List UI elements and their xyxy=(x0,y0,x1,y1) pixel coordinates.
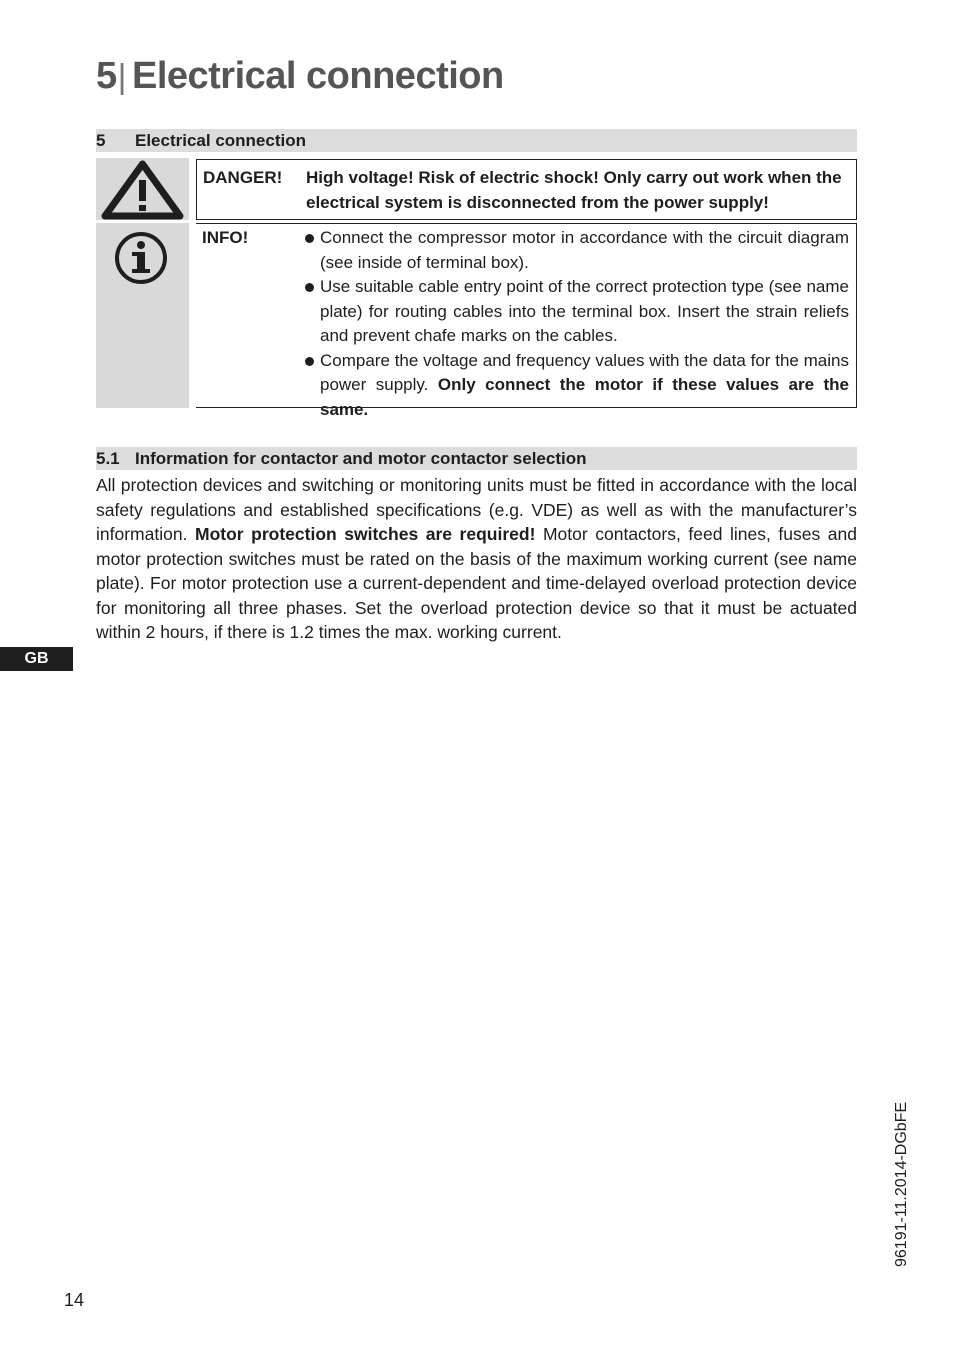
bullet-icon xyxy=(305,234,314,243)
list-item: Connect the compressor motor in accordance with the circuit diagram (see inside of terminal box). xyxy=(304,226,849,275)
section-number: 5 xyxy=(96,131,106,150)
title-separator: | xyxy=(117,58,126,96)
section-heading-5 xyxy=(96,129,857,152)
info-label: INFO! xyxy=(202,228,249,247)
chapter-title: Electrical connection xyxy=(131,55,504,97)
section-heading-5-1 xyxy=(96,447,857,470)
bold-warning-text: Motor protection switches are required! xyxy=(195,524,536,544)
section-title: Information for contactor and motor contactor selection xyxy=(135,449,587,468)
danger-icon-cell xyxy=(96,158,189,220)
info-icon-cell xyxy=(96,223,189,408)
info-box xyxy=(196,223,857,419)
section-number: 5.1 xyxy=(96,449,120,468)
page-title xyxy=(96,55,504,98)
info-circle-icon xyxy=(96,223,189,293)
warning-triangle-icon xyxy=(96,158,189,220)
bullet-icon xyxy=(305,357,314,366)
language-tab: GB xyxy=(0,647,73,671)
page-number: 14 xyxy=(64,1290,85,1310)
danger-label: DANGER! xyxy=(203,168,283,187)
list-item: Compare the voltage and frequency values with the data for the mains power supply. Only connect the motor if these values are the same. xyxy=(304,349,849,423)
info-bullet-list xyxy=(304,226,849,422)
danger-box xyxy=(196,159,857,220)
section-title: Electrical connection xyxy=(135,131,306,150)
danger-text: High voltage! Risk of electric shock! Only carry out work when the electrical system is disconnected from the power supply! xyxy=(306,168,842,212)
chapter-number: 5 xyxy=(96,55,117,97)
document-code: 96191-11.2014-DGbFE xyxy=(893,1101,910,1267)
list-item: Use suitable cable entry point of the correct protection type (see name plate) for routing cables into the terminal box. Insert the strain reliefs and prevent chafe marks on the cables. xyxy=(304,275,849,349)
body-paragraph: All protection devices and switching or monitoring units must be fitted in accordance with the local safety regulations and established specifications (e.g. VDE) as well as with the manufacturer’s information. Motor protection switches are required! Motor contactors, feed lines, fuses and motor protection switches must be rated on the basis of the maximum working current (see name plate). For motor protection use a current-dependent and time-delayed overload protection device for monitoring all three phases. Set the overload protection device so that it must be actuated within 2 hours, if there is 1.2 times the max. working current. xyxy=(96,475,857,642)
bullet-icon xyxy=(305,283,314,292)
